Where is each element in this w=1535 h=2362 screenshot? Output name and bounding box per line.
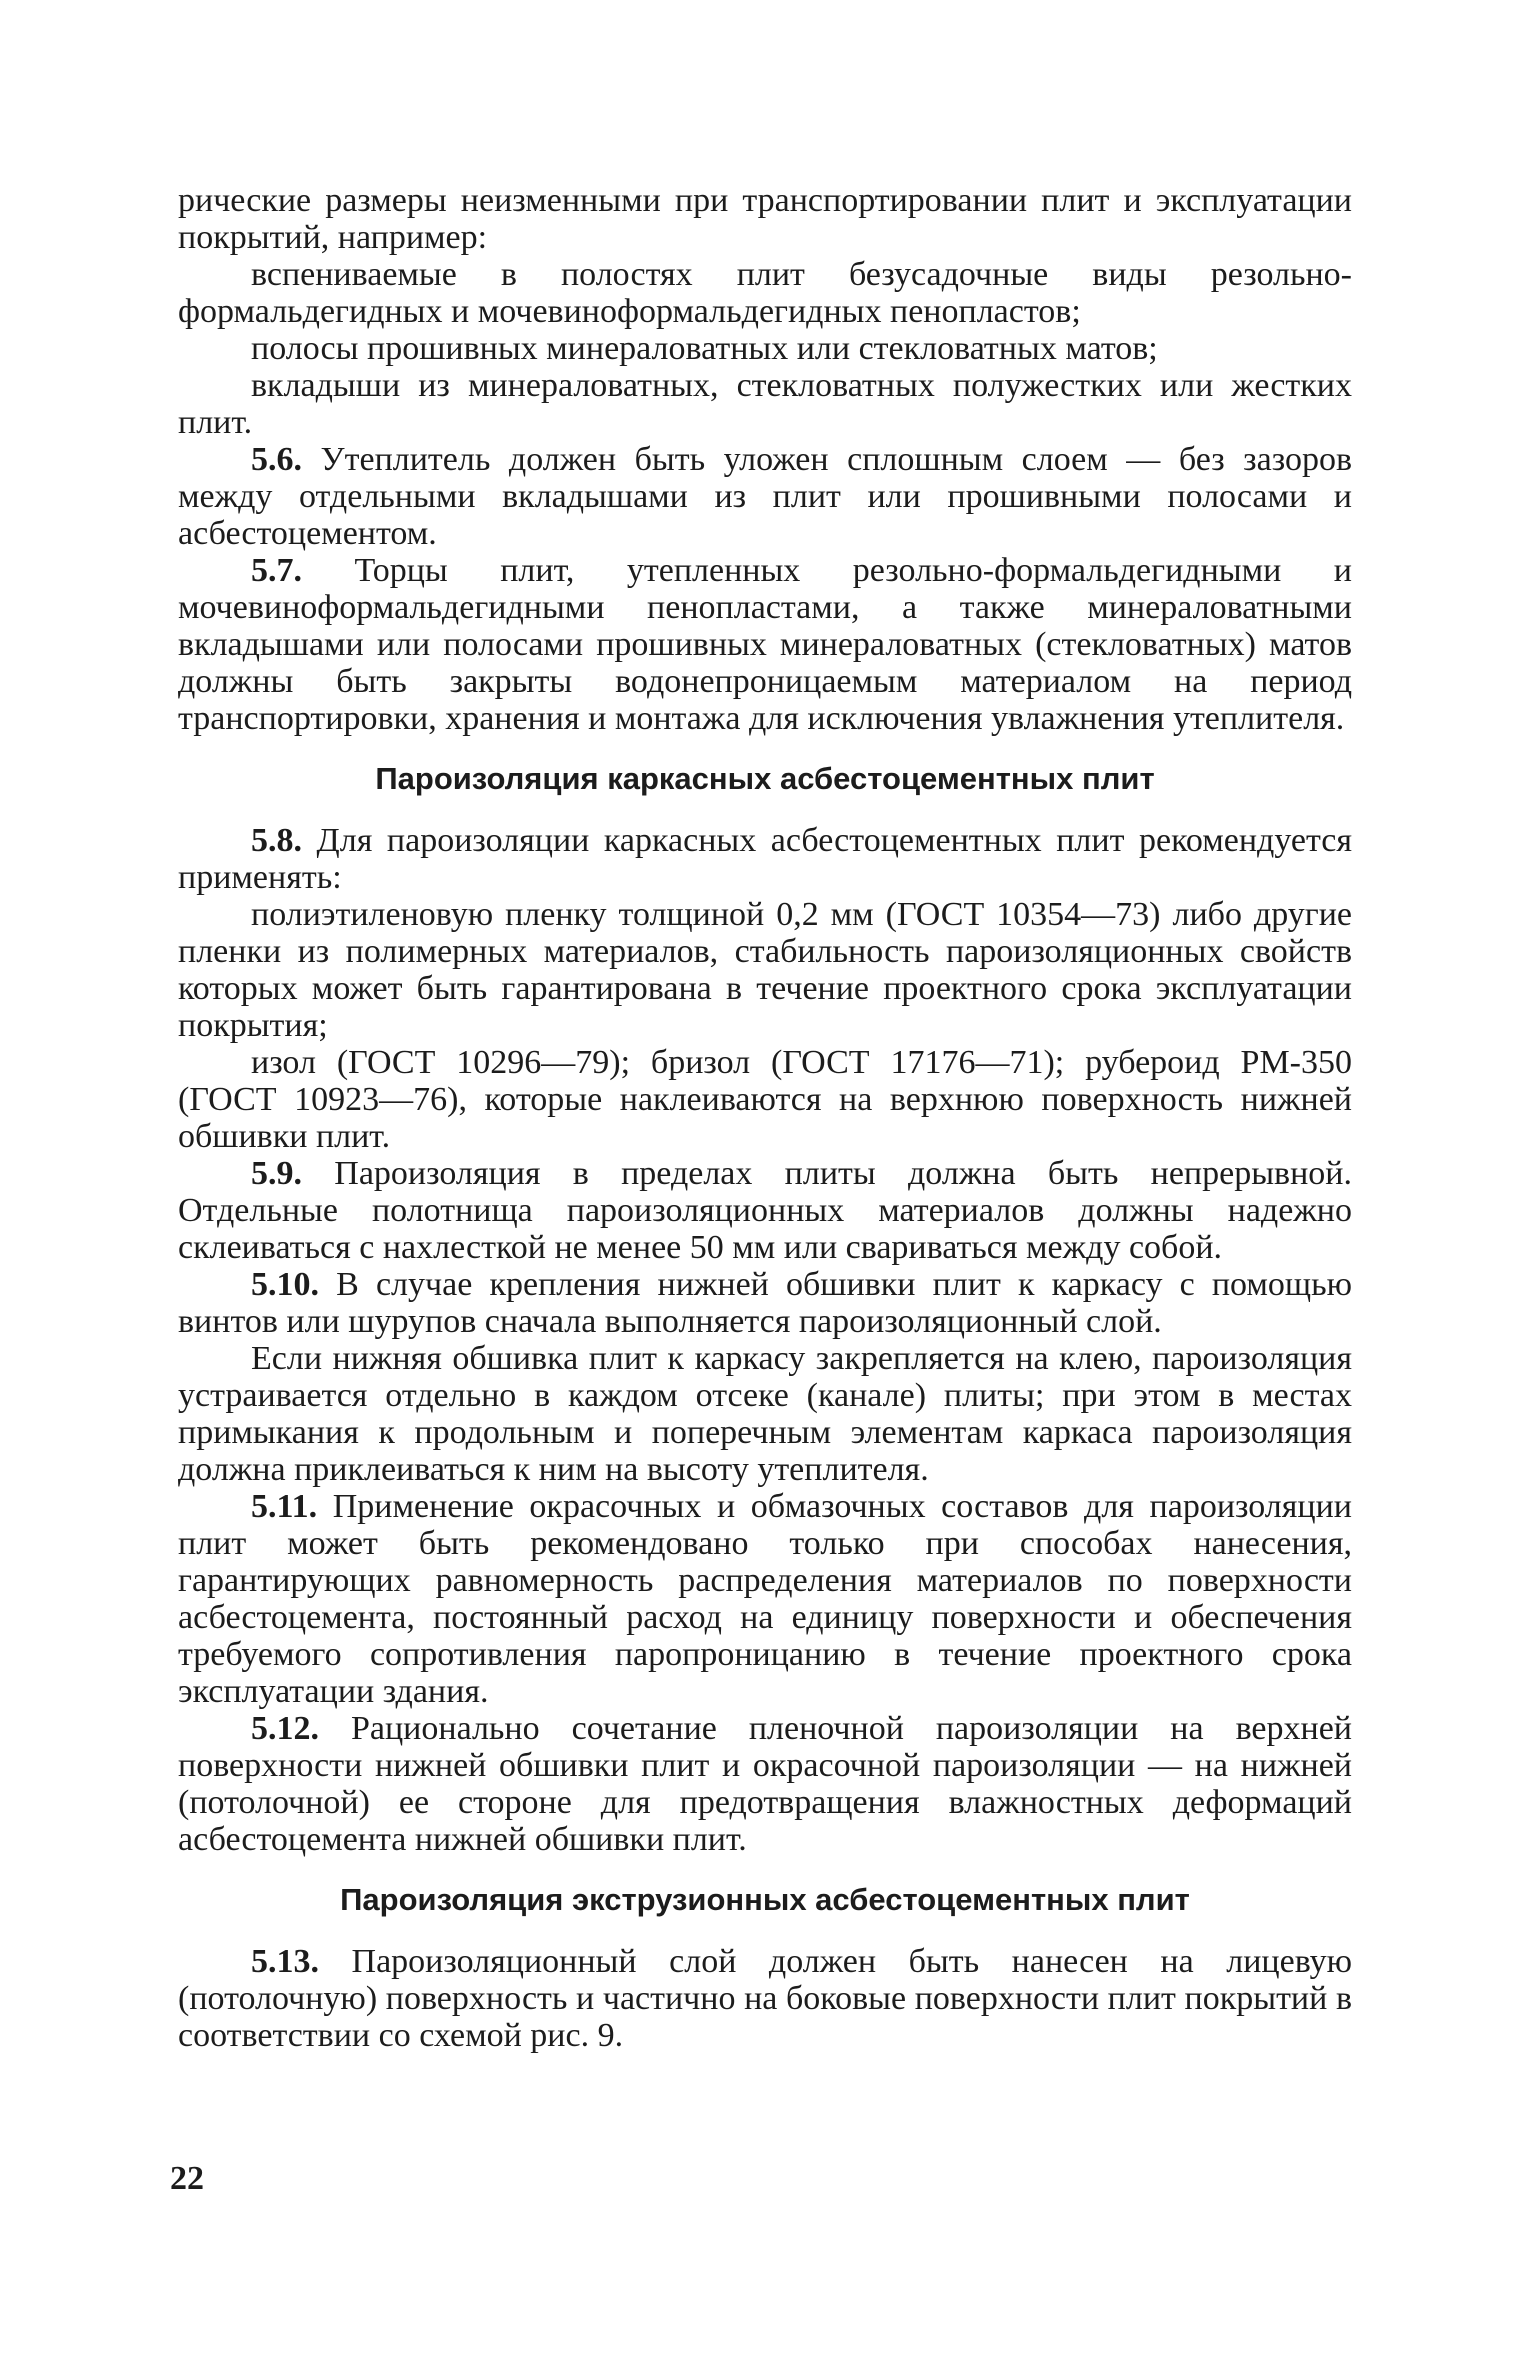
clause-number: 5.12. [251, 1710, 319, 1747]
clause-number: 5.9. [251, 1155, 302, 1192]
clause-number: 5.11. [251, 1488, 318, 1525]
paragraph [178, 367, 1352, 441]
paragraph-text: вспениваемые в полостях плит безусадочные виды резольно-формальдегидных и мочевиноформальдегидных пенопластов; [178, 256, 1352, 330]
paragraph-text: В случае крепления нижней обшивки плит к каркасу с помощью винтов или шурупов сначала выполняется пароизоляционный слой. [178, 1266, 1352, 1340]
paragraph-group [178, 822, 1352, 1858]
paragraph-text: Применение окрасочных и обмазочных составов для пароизоляции плит может быть рекомендовано только при способах нанесения, гарантирующих равномерность распределения материалов по поверхности асбестоцемента, постоянный расход на единицу поверхности и обеспечения требуемого сопротивления паропроницанию в течение проектного срока эксплуатации здания. [178, 1488, 1352, 1710]
paragraph [178, 256, 1352, 330]
clause-number: 5.6. [251, 441, 302, 478]
paragraph-text: Пароизоляционный слой должен быть нанесен на лицевую (потолочную) поверхность и частично на боковые поверхности плит покрытий в соответствии со схемой рис. 9. [178, 1943, 1352, 2054]
paragraph [178, 552, 1352, 737]
paragraph [178, 1943, 1352, 2054]
paragraph-text: Утеплитель должен быть уложен сплошным слоем — без зазоров между отдельными вкладышами из плит или прошивными полосами и асбестоцементом. [178, 441, 1352, 552]
paragraph [178, 330, 1352, 367]
paragraph [178, 1488, 1352, 1710]
paragraph-text: Для пароизоляции каркасных асбестоцементных плит рекомендуется применять: [178, 822, 1352, 896]
paragraph-group [178, 1943, 1352, 2054]
clause-number: 5.7. [251, 552, 302, 589]
paragraph-text: изол (ГОСТ 10296—79); бризол (ГОСТ 17176—71); рубероид РМ-350 (ГОСТ 10923—76), которые наклеиваются на верхнюю поверхность нижней обшивки плит. [178, 1044, 1352, 1155]
paragraph-text: Торцы плит, утепленных резольно-формальдегидными и мочевиноформальдегидными пенопластами, а также минераловатными вкладышами или полосами прошивных минераловатных (стекловатных) матов должны быть закрыты водонепроницаемым материалом на период транспортировки, хранения и монтажа для исключения увлажнения утеплителя. [178, 552, 1352, 737]
paragraph [178, 1710, 1352, 1858]
paragraph-text: полиэтиленовую пленку толщиной 0,2 мм (ГОСТ 10354—73) либо другие пленки из полимерных материалов, стабильность пароизоляционных свойств которых может быть гарантирована в течение проектного срока эксплуатации покрытия; [178, 896, 1352, 1044]
paragraph [178, 1044, 1352, 1155]
section-heading: Пароизоляция экструзионных асбестоцементных плит [340, 1882, 1190, 1917]
section-heading: Пароизоляция каркасных асбестоцементных плит [375, 761, 1155, 796]
paragraph [178, 182, 1352, 256]
text-column [178, 182, 1352, 2054]
paragraph-text: полосы прошивных минераловатных или стекловатных матов; [251, 330, 1158, 367]
paragraph [178, 896, 1352, 1044]
clause-number: 5.13. [251, 1943, 319, 1980]
paragraph [178, 441, 1352, 552]
paragraph-text: вкладыши из минераловатных, стекловатных полужестких или жестких плит. [178, 367, 1352, 441]
clause-number: 5.8. [251, 822, 302, 859]
paragraph-text: рические размеры неизменными при транспортировании плит и эксплуатации покрытий, например: [178, 182, 1352, 256]
clause-number: 5.10. [251, 1266, 319, 1303]
paragraph-text: Если нижняя обшивка плит к каркасу закрепляется на клею, пароизоляция устраивается отдельно в каждом отсеке (канале) плиты; при этом в местах примыкания к продольным и поперечным элементам каркаса пароизоляция должна приклеиваться к ним на высоту утеплителя. [178, 1340, 1352, 1488]
page-number: 22 [170, 2160, 204, 2197]
paragraph-text: Рационально сочетание пленочной пароизоляции на верхней поверхности нижней обшивки плит и окрасочной пароизоляции — на нижней (потолочной) ее стороне для предотвращения влажностных деформаций асбестоцемента нижней обшивки плит. [178, 1710, 1352, 1858]
paragraph [178, 822, 1352, 896]
paragraph [178, 1340, 1352, 1488]
paragraph [178, 1155, 1352, 1266]
paragraph-text: Пароизоляция в пределах плиты должна быть непрерывной. Отдельные полотнища пароизоляционных материалов должны надежно склеиваться с нахлесткой не менее 50 мм или свариваться между собой. [178, 1155, 1352, 1266]
paragraph [178, 1266, 1352, 1340]
paragraph-group [178, 182, 1352, 737]
